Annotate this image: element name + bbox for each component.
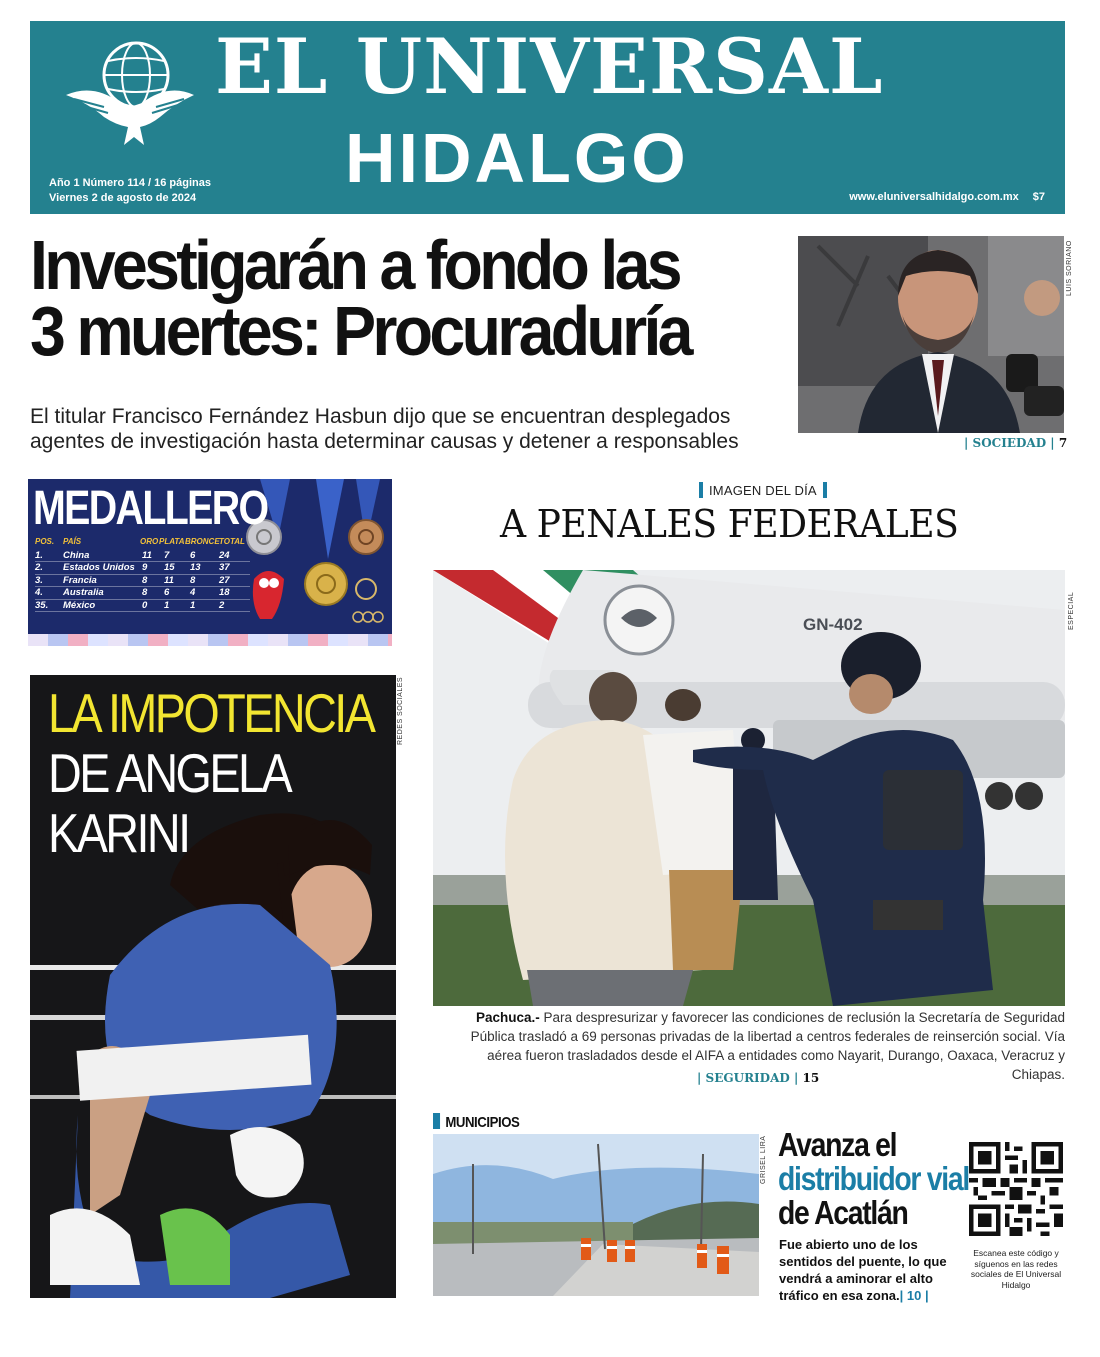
penales-photo-credit: ESPECIAL [1068, 591, 1075, 630]
lead-page-number: 7 [1058, 436, 1068, 450]
karini-headline-2: DE ANGELA [48, 742, 291, 804]
medal-cell-country: Australia [63, 587, 104, 598]
masthead-right [849, 191, 1045, 203]
header-pos: POS. [35, 537, 55, 546]
medal-cell-silver: 7 [164, 549, 170, 561]
karini-headline-1: LA IMPOTENCIA [48, 682, 374, 744]
penales-illustration [433, 570, 1065, 1006]
municipios-body [779, 1236, 951, 1304]
medal-cell-total: 27 [219, 574, 230, 586]
plane-code: GN-402 [803, 615, 863, 634]
price: $7 [1032, 191, 1045, 203]
image-of-day-title[interactable]: A PENALES FEDERALES [500, 502, 959, 546]
medal-cell-country: Estados Unidos [63, 562, 135, 573]
medal-cell-bronze: 4 [190, 587, 196, 598]
eagle-globe-logo-icon [64, 33, 196, 151]
header-gold: ORO [140, 537, 159, 546]
penales-page-number: 15 [802, 1071, 820, 1085]
deck-line-2: agentes de investigación hasta determinar causas y detener a responsables [30, 430, 739, 453]
medal-row [35, 575, 250, 588]
medal-cell-pos: 4. [35, 587, 43, 598]
medal-cell-gold: 11 [142, 549, 152, 561]
issue-line: Año 1 Número 114 / 16 páginas [49, 177, 212, 189]
medal-cell-total: 37 [219, 562, 230, 573]
medal-decorative-stripe [28, 634, 392, 646]
municipios-headline[interactable] [778, 1128, 969, 1230]
medal-cell-silver: 15 [164, 562, 175, 573]
medal-cell-gold: 0 [142, 599, 148, 611]
lead-headline[interactable] [30, 226, 729, 370]
lead-photo-credit: LUIS SORIANO [1066, 240, 1073, 296]
muni-headline-1: Avanza el [778, 1126, 897, 1163]
headline-line-2: 3 muertes: Procuraduría [30, 292, 690, 370]
caption-text: Para despresurizar y favorecer las condiciones de reclusión la Secretaría de Seguridad Pública trasladó a 69 personas privadas de la libertad a centros federales de reinserción social. Vía aérea fueron trasladados desde el AIFA a entidades como Nayarit, Durango, Oaxaca, Veracruz y Chiapas. [470, 1010, 1065, 1082]
qr-instructions: Escanea este código y síguenos en las redes sociales de El Universal Hidalgo [970, 1248, 1062, 1290]
deck-line-1: El titular Francisco Fernández Hasbun dijo que se encuentran desplegados [30, 405, 731, 428]
karini-headline-3: KARINI [48, 802, 189, 864]
penales-section-tag[interactable]: | SEGURIDAD | 15 [697, 1071, 820, 1085]
medal-cell-silver: 1 [164, 599, 170, 611]
issue-info [49, 176, 211, 206]
date-line: Viernes 2 de agosto de 2024 [49, 192, 197, 204]
acatlan-illustration [433, 1134, 759, 1296]
lead-section-tag[interactable]: | SOCIEDAD | 7 [964, 436, 1068, 450]
qr-code-icon[interactable] [969, 1142, 1063, 1236]
medal-cell-gold: 9 [142, 562, 148, 573]
procurador-photo[interactable] [798, 236, 1064, 433]
medal-cell-silver: 6 [164, 587, 170, 598]
medal-cell-pos: 3. [35, 574, 43, 586]
medal-cell-gold: 8 [142, 587, 148, 598]
acatlan-photo[interactable] [433, 1134, 759, 1296]
medal-table-box[interactable] [28, 479, 392, 646]
lead-deck [30, 404, 790, 454]
medal-cell-pos: 1. [35, 549, 43, 561]
karini-photo-credit: REDES SOCIALES [397, 676, 404, 745]
header-bronze: BRONCE [185, 537, 220, 546]
medal-cell-country: China [63, 549, 90, 561]
municipios-label: MUNICIPIOS [433, 1113, 519, 1131]
header-total: TOTAL [219, 537, 245, 546]
masthead [30, 21, 1065, 214]
medal-cell-total: 18 [219, 587, 230, 598]
penales-photo[interactable] [433, 570, 1065, 1006]
medal-cell-silver: 11 [164, 574, 174, 586]
medal-cell-bronze: 13 [190, 562, 201, 573]
masthead-title: EL UNIVERSAL [215, 22, 884, 111]
medal-standings [35, 537, 250, 612]
medal-row [35, 550, 250, 563]
muni-headline-3: de Acatlán [778, 1194, 908, 1231]
website-link[interactable]: www.eluniversalhidalgo.com.mx [849, 191, 1019, 203]
medal-cell-pos: 35. [35, 599, 49, 611]
caption-lead: Pachuca.- [475, 1010, 540, 1025]
medal-cell-bronze: 6 [190, 549, 196, 561]
medal-rows [35, 550, 250, 613]
medal-cell-bronze: 1 [190, 599, 196, 611]
medal-cell-total: 2 [219, 599, 225, 611]
medal-row [35, 587, 250, 600]
medal-cell-total: 24 [219, 549, 230, 561]
muni-headline-2: distribuidor vial [778, 1160, 969, 1197]
acatlan-photo-credit: GRISEL LIRA [760, 1135, 767, 1184]
lead-section-name: SOCIEDAD [972, 436, 1047, 450]
medal-cell-gold: 8 [142, 574, 148, 586]
image-of-day-kicker: IMAGEN DEL DÍA [693, 482, 833, 498]
headline-line-1: Investigarán a fondo las [30, 226, 679, 304]
procurador-illustration [798, 236, 1064, 433]
penales-section-name: SEGURIDAD [705, 1071, 790, 1085]
karini-feature[interactable] [30, 675, 396, 1298]
medal-header-row [35, 537, 250, 550]
muni-page-number: | 10 | [899, 1288, 929, 1303]
masthead-subtitle: HIDALGO [345, 119, 689, 197]
medal-title: MEDALLERO [33, 482, 268, 535]
header-silver: PLATA [159, 537, 185, 546]
medal-cell-country: Francia [63, 574, 97, 586]
medal-cell-country: México [63, 599, 96, 611]
medal-row [35, 600, 250, 613]
medal-row [35, 562, 250, 575]
header-country: PAÍS [63, 537, 82, 546]
medal-cell-pos: 2. [35, 562, 43, 573]
medal-cell-bronze: 8 [190, 574, 196, 586]
muni-body-text: Fue abierto uno de los sentidos del puente, lo que vendrá a aminorar el alto tráfico en esa zona. [779, 1237, 947, 1303]
